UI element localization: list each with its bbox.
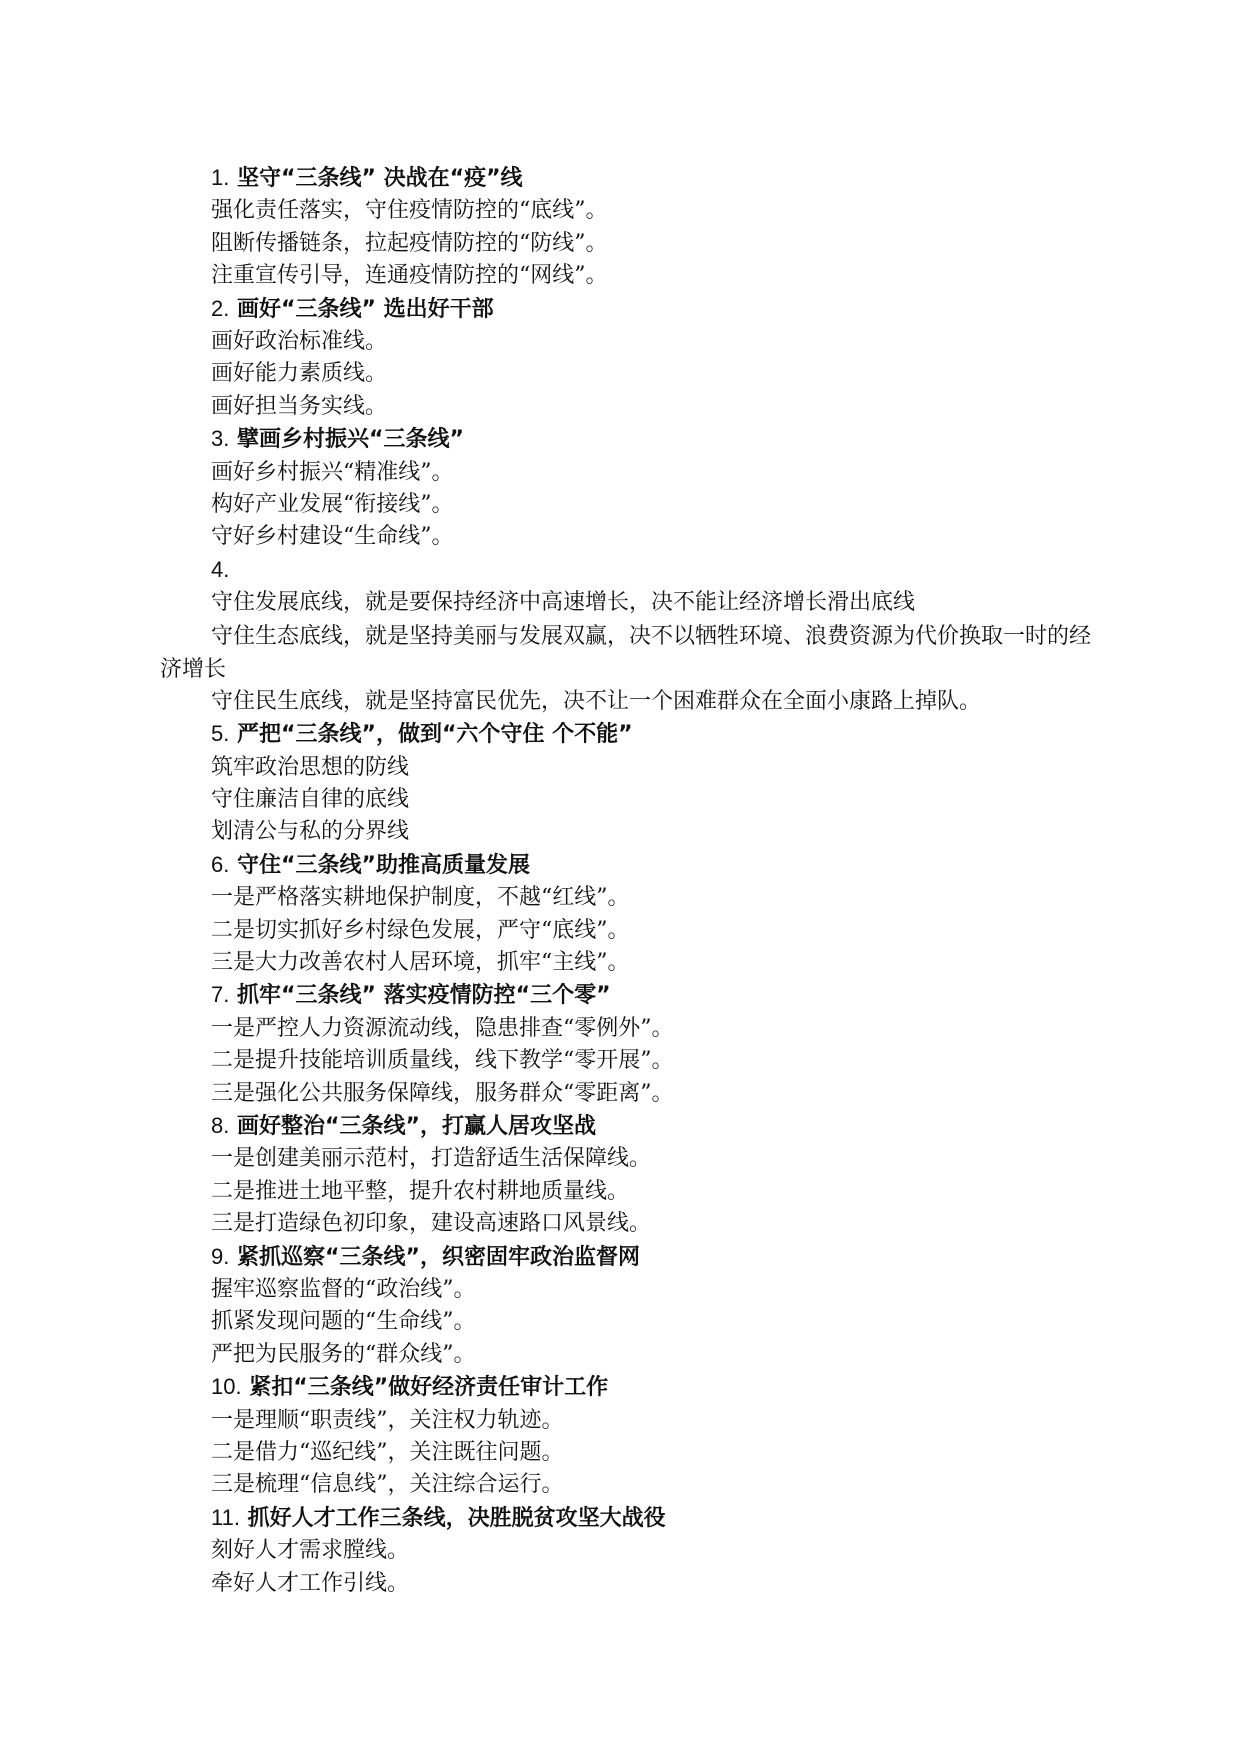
section-heading bbox=[160, 1371, 1096, 1404]
section-heading bbox=[160, 1502, 1096, 1535]
section-number: 3. bbox=[211, 426, 230, 452]
section-number: 4. bbox=[211, 556, 230, 582]
section-item: 守住发展底线，就是要保持经济中高速增长，决不能让经济增长滑出底线 bbox=[211, 590, 916, 616]
section-item: 一是理顺“职责线”，关注权力轨迹。 bbox=[211, 1407, 564, 1433]
section-item: 守好乡村建设“生命线”。 bbox=[211, 524, 454, 550]
section-number: 1. bbox=[211, 165, 230, 190]
section-item: 严把为民服务的“群众线”。 bbox=[211, 1341, 476, 1367]
section-number: 10. bbox=[211, 1374, 242, 1400]
section-item: 刻好人才需求膛线。 bbox=[211, 1538, 410, 1564]
section-number: 7. bbox=[211, 982, 230, 1008]
section-item: 一是创建美丽示范村，打造舒适生活保障线。 bbox=[211, 1146, 652, 1172]
section-number: 6. bbox=[211, 851, 230, 877]
section-heading bbox=[160, 162, 1096, 195]
section-title: 抓好人才工作三条线，决胜脱贫攻坚大战役 bbox=[247, 1505, 666, 1531]
section-item: 守住民生底线，就是坚持富民优先，决不让一个困难群众在全面小康路上掉队。 bbox=[211, 688, 982, 714]
section-number: 9. bbox=[211, 1243, 230, 1269]
section-title: 紧扣“三条线”做好经济责任审计工作 bbox=[249, 1375, 609, 1401]
section-item: 二是借力“巡纪线”，关注既往问题。 bbox=[211, 1440, 564, 1466]
document-body bbox=[160, 162, 1096, 1600]
section-item: 握牢巡察监督的“政治线”。 bbox=[211, 1277, 476, 1302]
section-heading bbox=[160, 849, 1096, 882]
section-item: 注重宣传引导，连通疫情防控的“网线”。 bbox=[211, 263, 608, 289]
section-item: 守住廉洁自律的底线 bbox=[211, 786, 410, 812]
section-item: 画好政治标准线。 bbox=[211, 329, 388, 355]
section-number: 8. bbox=[211, 1112, 230, 1138]
section-item: 划清公与私的分界线 bbox=[211, 819, 410, 845]
section-item: 阻断传播链条，拉起疫情防控的“防线”。 bbox=[211, 230, 608, 256]
section-item: 画好担当务实线。 bbox=[211, 393, 388, 419]
section-title: 坚守“三条线” 决战在“疫”线 bbox=[237, 166, 523, 191]
section-item: 三是打造绿色初印象，建设高速路口风景线。 bbox=[211, 1211, 652, 1237]
section-item: 守住生态底线，就是坚持美丽与发展双赢，决不以牺牲环境、浪费资源为代价换取一时的经济增长 bbox=[160, 623, 1092, 682]
section-title: 守住“三条线”助推高质量发展 bbox=[237, 852, 530, 878]
section-number: 11. bbox=[211, 1504, 240, 1530]
section-item: 牵好人才工作引线。 bbox=[211, 1570, 410, 1596]
section-number: 5. bbox=[211, 721, 230, 747]
section-item: 画好能力素质线。 bbox=[211, 361, 388, 387]
section-title: 严把“三条线”，做到“六个守住 个不能” bbox=[237, 722, 633, 748]
section-item: 三是强化公共服务保障线，服务群众“零距离”。 bbox=[211, 1080, 674, 1106]
section-number: 2. bbox=[211, 295, 230, 321]
section-item: 画好乡村振兴“精准线”。 bbox=[211, 459, 454, 485]
section-title: 紧抓巡察“三条线”，织密固牢政治监督网 bbox=[237, 1244, 640, 1270]
section-item: 二是推进土地平整，提升农村耕地质量线。 bbox=[211, 1178, 630, 1204]
section-item: 构好产业发展“衔接线”。 bbox=[211, 492, 454, 518]
section-item: 抓紧发现问题的“生命线”。 bbox=[211, 1309, 476, 1335]
section-heading bbox=[160, 423, 1096, 456]
section-item: 二是切实抓好乡村绿色发展，严守“底线”。 bbox=[211, 917, 630, 943]
section-title: 画好“三条线” 选出好干部 bbox=[237, 296, 494, 322]
section-heading bbox=[160, 1241, 1096, 1274]
section-item: 三是大力改善农村人居环境，抓牢“主线”。 bbox=[211, 949, 630, 975]
section-item: 一是严控人力资源流动线，隐患排查“零例外”。 bbox=[211, 1015, 674, 1041]
section-title: 擘画乡村振兴“三条线” bbox=[237, 427, 464, 453]
section-item: 筑牢政治思想的防线 bbox=[211, 754, 410, 780]
section-title: 画好整治“三条线”，打赢人居攻坚战 bbox=[237, 1113, 596, 1139]
section-heading bbox=[160, 718, 1096, 751]
section-title: 抓牢“三条线” 落实疫情防控“三个零” bbox=[237, 983, 611, 1009]
section-item: 强化责任落实，守住疫情防控的“底线”。 bbox=[211, 198, 608, 224]
section-heading bbox=[160, 979, 1096, 1012]
section-item: 二是提升技能培训质量线，线下教学“零开展”。 bbox=[211, 1048, 674, 1074]
section-heading bbox=[160, 293, 1096, 326]
section-item: 三是梳理“信息线”，关注综合运行。 bbox=[211, 1472, 564, 1498]
section-item: 一是严格落实耕地保护制度，不越“红线”。 bbox=[211, 885, 630, 911]
section-heading bbox=[160, 554, 1096, 587]
section-heading bbox=[160, 1110, 1096, 1143]
